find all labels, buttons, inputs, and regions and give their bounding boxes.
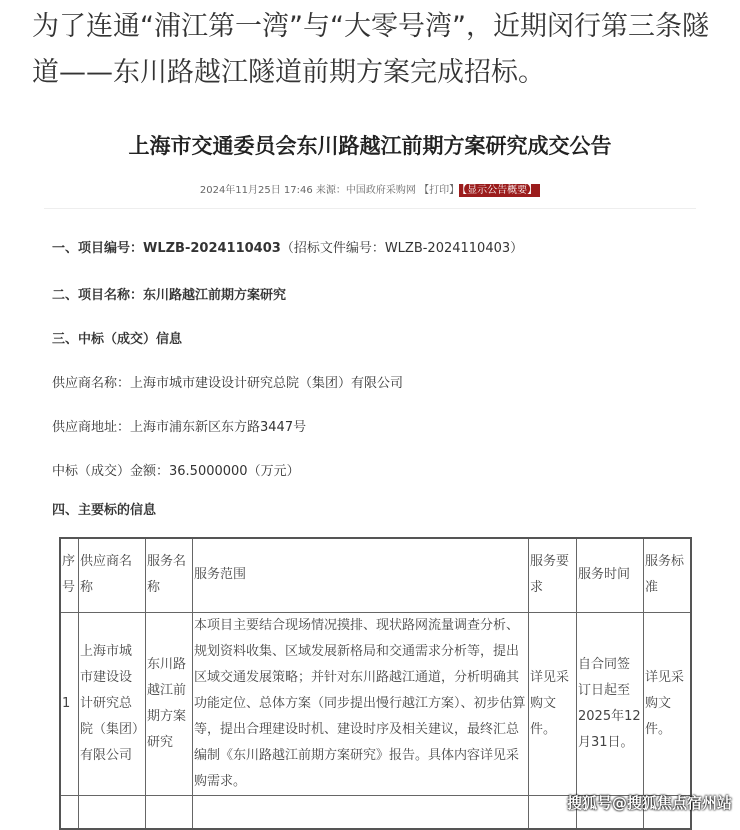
intro-text: 为了连通“浦江第一湾”与“大零号湾”，近期闵行第三条隧道——东川路越江隧道前期方案完成招标。: [32, 11, 709, 88]
cell-supplier: 上海市城市建设设计研究总院（集团）有限公司: [79, 612, 146, 795]
meta-text: 2024年11月25日 17:46 来源：中国政府采购网 【打印】: [199, 185, 460, 196]
header-cell: 供应商名称: [79, 538, 146, 612]
cell-index: 1: [60, 612, 79, 795]
watermark: 搜狐号@搜狐焦点宿州站: [566, 794, 732, 812]
supplier-name: 供应商名称：上海市城市建设设计研究总院（集团）有限公司: [52, 376, 404, 391]
cell-service-name: 东川路越江前期方案研究: [146, 612, 193, 795]
main-items-heading: 四、主要标的信息: [52, 503, 157, 518]
tender-number: （招标文件编号：WLZB-2024110403）: [280, 241, 524, 256]
cell-service-time: 自合同签订日起至2025年12月31日。: [577, 612, 644, 795]
project-number-label: 一、项目编号：WLZB-2024110403: [52, 241, 281, 256]
award-info-heading: 三、中标（成交）信息: [52, 332, 183, 347]
cell-service-standard: 详见采购文件。: [644, 612, 692, 795]
supplier-address: 供应商地址：上海市浦东新区东方路3447号: [52, 420, 307, 435]
empty-cell: [60, 795, 79, 829]
divider: [44, 208, 696, 209]
project-name: 二、项目名称：东川路越江前期方案研究: [52, 288, 287, 303]
items-table: [59, 537, 692, 830]
header-cell: 服务要求: [529, 538, 577, 612]
table-row: [60, 612, 691, 795]
header-cell: 服务范围: [193, 538, 529, 612]
header-cell: 服务名称: [146, 538, 193, 612]
empty-cell: [79, 795, 146, 829]
empty-cell: [146, 795, 193, 829]
header-cell: 序号: [60, 538, 79, 612]
award-amount: 中标（成交）金额：36.5000000（万元）: [52, 464, 300, 479]
header-cell: 服务标准: [644, 538, 692, 612]
cell-service-scope: 本项目主要结合现场情况摸排、现状路网流量调查分析、规划资料收集、区域发展新格局和交通需求分析等，提出区域交通发展策略；并针对东川路越江通道，分析明确其功能定位、总体方案（同步提出慢行越江方案）、初步估算等，提出合理建设时机、建设时序及相关建议，最终汇总编制《东川路越江前期方案研究》报告。具体内容详见采购需求。: [193, 612, 529, 795]
meta-line: [0, 181, 740, 196]
project-number: [52, 237, 523, 256]
show-summary-button[interactable]: 【显示公告概要】: [459, 184, 540, 197]
table-header-row: [60, 538, 691, 612]
cell-service-requirement: 详见采购文件。: [529, 612, 577, 795]
empty-cell: [193, 795, 529, 829]
header-cell: 服务时间: [577, 538, 644, 612]
page-title: 上海市交通委员会东川路越江前期方案研究成交公告: [128, 134, 612, 158]
